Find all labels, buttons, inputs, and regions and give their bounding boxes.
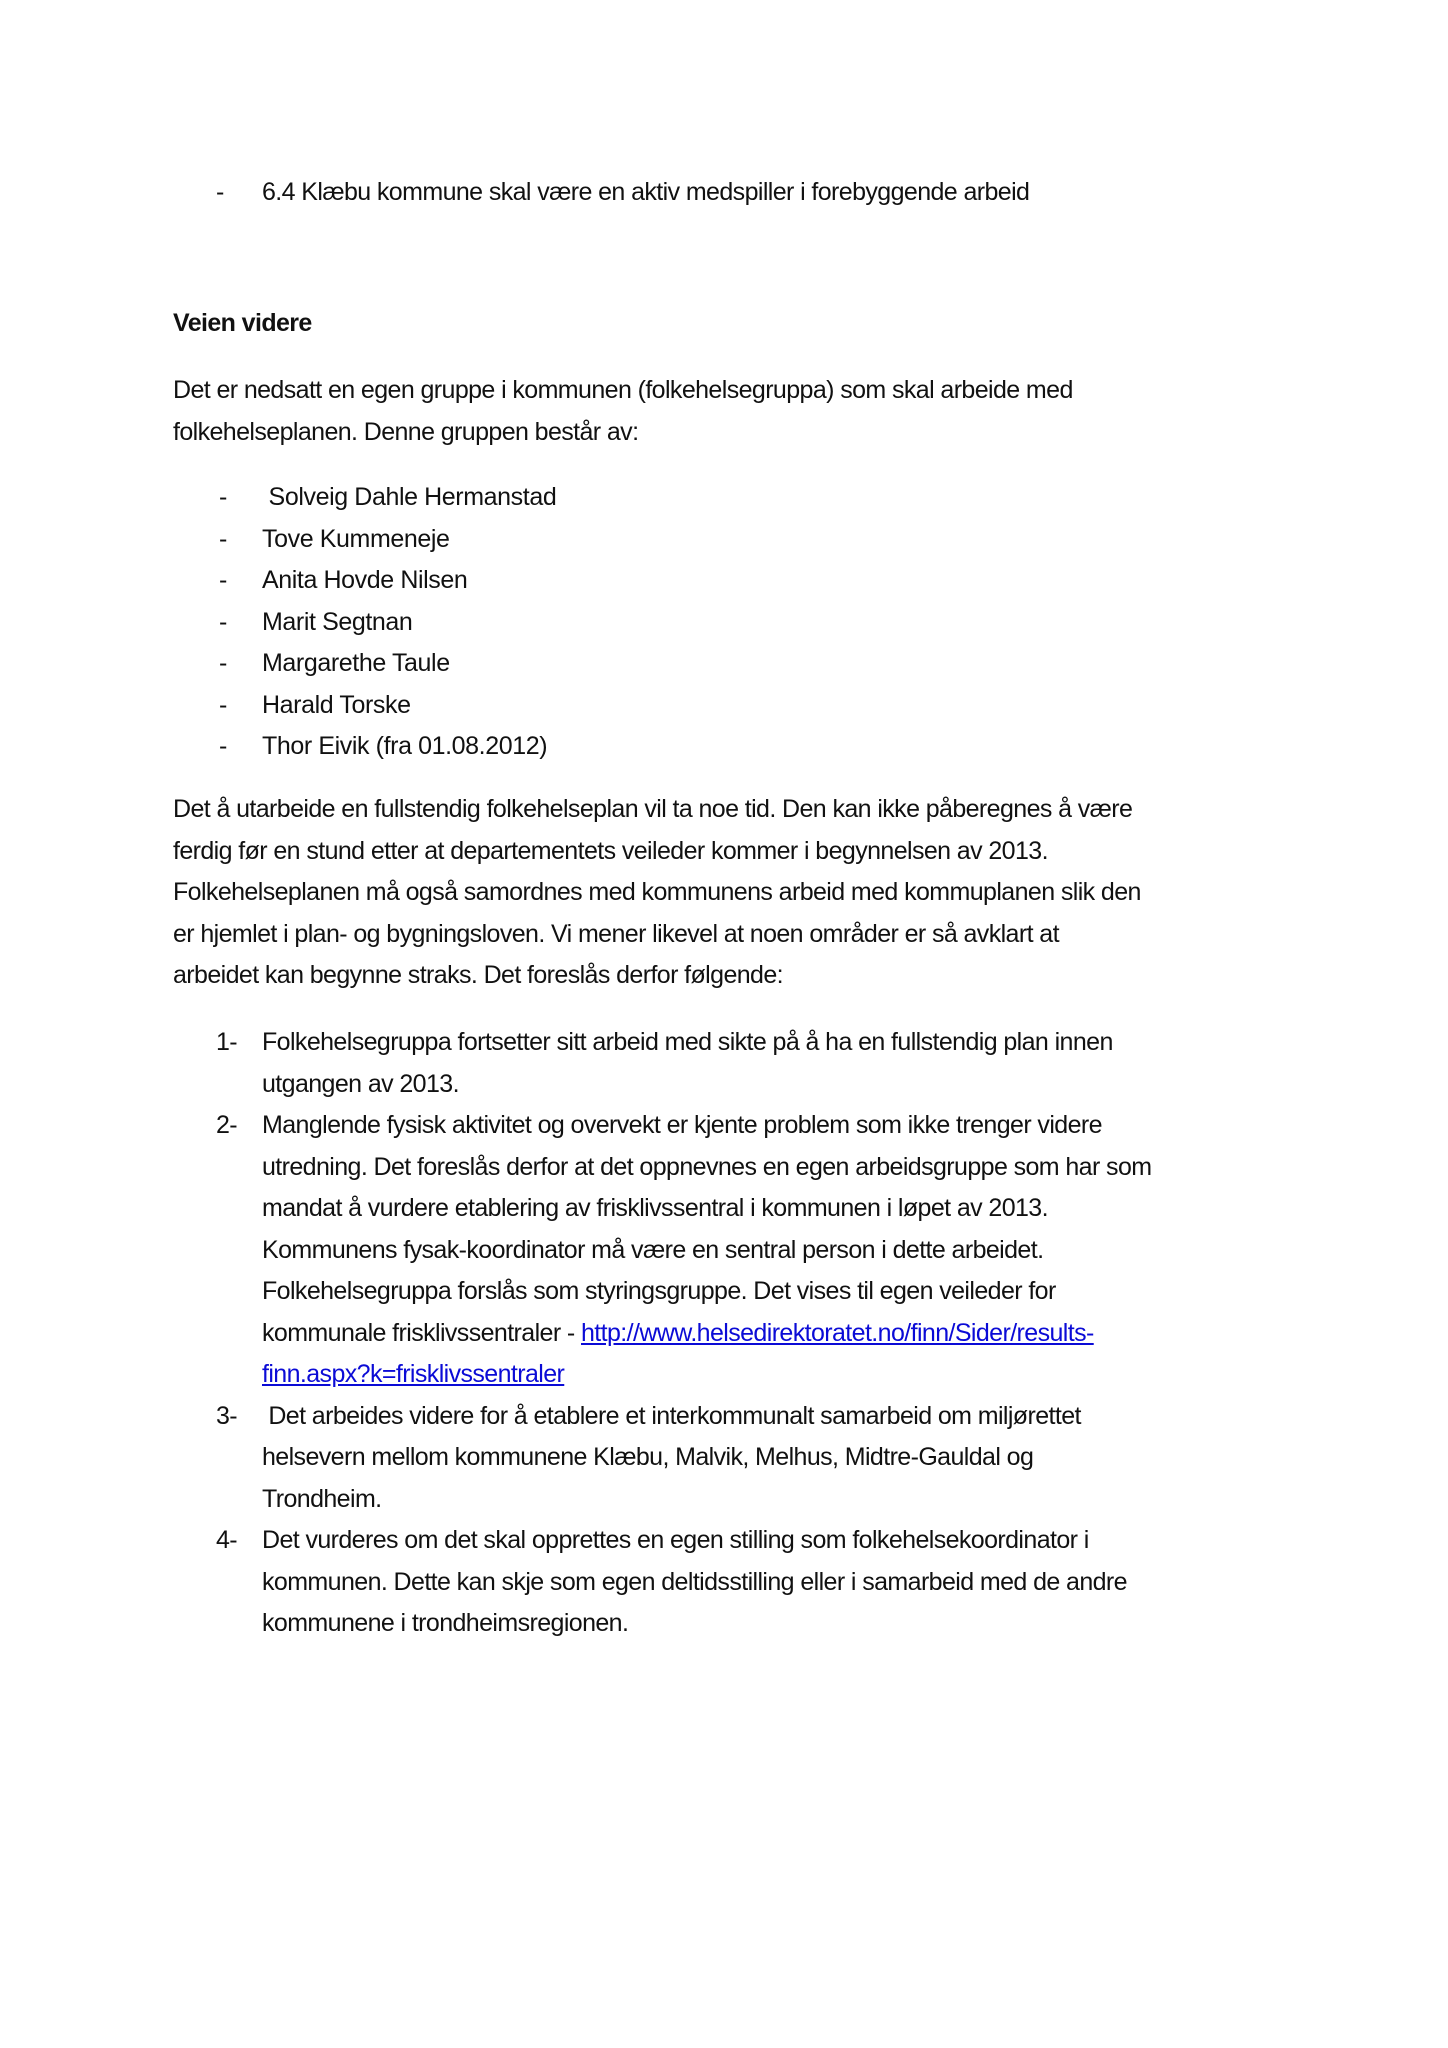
paragraph-line: ferdig før en stund etter at departementets veileder kommer i begynnelsen av 2013. xyxy=(173,836,1048,865)
main-paragraph xyxy=(173,789,1293,997)
proposal-item-4 xyxy=(173,1520,1303,1645)
proposal-item-3 xyxy=(173,1396,1303,1521)
intro-paragraph xyxy=(173,370,1293,453)
member-name: Anita Hovde Nilsen xyxy=(262,566,468,594)
member-item xyxy=(173,519,556,561)
item-number: 1- xyxy=(216,1028,238,1056)
proposal-item-2 xyxy=(173,1105,1303,1396)
member-name: Harald Torske xyxy=(262,690,411,719)
bullet-dash: - xyxy=(219,732,227,760)
bullet-dash: - xyxy=(219,566,227,594)
member-item xyxy=(173,726,556,768)
bullet-dash: - xyxy=(219,649,227,677)
frisklivssentraler-link[interactable]: http://www.helsedirektoratet.no/finn/Sider/results- xyxy=(581,1318,1094,1347)
member-item xyxy=(173,477,556,519)
proposals-list xyxy=(173,1022,1303,1645)
item-number: 4- xyxy=(216,1526,238,1554)
paragraph-line: er hjemlet i plan- og bygningsloven. Vi mener likevel at noen områder er så avklart at xyxy=(173,919,1059,948)
intro-line: Det er nedsatt en egen gruppe i kommunen (folkehelsegruppa) som skal arbeide med xyxy=(173,376,1073,404)
members-list xyxy=(173,477,556,768)
proposal-line: Manglende fysisk aktivitet og overvekt er kjente problem som ikke trenger videre xyxy=(262,1111,1102,1139)
proposal-line: Folkehelsegruppa fortsetter sitt arbeid med sikte på å ha en fullstendig plan innen xyxy=(262,1028,1113,1056)
proposal-line-text: kommunale frisklivssentraler - xyxy=(262,1318,581,1347)
proposal-line: Det arbeides videre for å etablere et interkommunalt samarbeid om miljørettet xyxy=(262,1401,1081,1430)
proposal-line: kommunen. Dette kan skje som egen deltidsstilling eller i samarbeid med de andre xyxy=(262,1567,1127,1596)
bullet-dash: - xyxy=(219,483,227,511)
bullet-dash: - xyxy=(219,607,227,636)
proposal-item-1 xyxy=(173,1022,1303,1105)
member-item xyxy=(173,602,556,644)
section-heading: Veien videre xyxy=(173,309,312,337)
paragraph-line: arbeidet kan begynne straks. Det foreslås derfor følgende: xyxy=(173,961,784,989)
member-name: Marit Segtnan xyxy=(262,607,413,636)
item-number: 2- xyxy=(216,1111,238,1139)
bullet-dash: - xyxy=(219,690,227,719)
member-name: Tove Kummeneje xyxy=(262,524,450,553)
proposal-line: utredning. Det foreslås derfor at det oppnevnes en egen arbeidsgruppe som har som xyxy=(262,1152,1152,1181)
proposal-line: Folkehelsegruppa forslås som styringsgruppe. Det vises til egen veileder for xyxy=(262,1277,1056,1305)
frisklivssentraler-link-continued[interactable]: finn.aspx?k=frisklivssentraler xyxy=(262,1360,565,1388)
member-name: Thor Eivik (fra 01.08.2012) xyxy=(262,732,548,760)
bullet-dash: - xyxy=(219,524,227,553)
member-name: Solveig Dahle Hermanstad xyxy=(262,483,557,511)
intro-line: folkehelseplanen. Denne gruppen består av: xyxy=(173,417,639,446)
item-number: 3- xyxy=(216,1401,238,1430)
proposal-line xyxy=(262,1313,1303,1355)
member-item xyxy=(173,685,556,727)
proposal-line xyxy=(262,1354,1303,1396)
top-bullet-text: 6.4 Klæbu kommune skal være en aktiv medspiller i forebyggende arbeid xyxy=(262,178,1030,206)
proposal-line: Trondheim. xyxy=(262,1484,382,1513)
proposal-line: utgangen av 2013. xyxy=(262,1069,459,1098)
paragraph-line: Folkehelseplanen må også samordnes med kommunens arbeid med kommuplanen slik den xyxy=(173,878,1141,906)
proposal-line: kommunene i trondheimsregionen. xyxy=(262,1609,629,1637)
proposal-line: Kommunens fysak-koordinator må være en sentral person i dette arbeidet. xyxy=(262,1235,1044,1264)
proposal-line: Det vurderes om det skal opprettes en egen stilling som folkehelsekoordinator i xyxy=(262,1526,1089,1554)
paragraph-line: Det å utarbeide en fullstendig folkehelseplan vil ta noe tid. Den kan ikke påberegnes å være xyxy=(173,795,1133,823)
proposal-line: helsevern mellom kommunene Klæbu, Malvik, Melhus, Midtre-Gauldal og xyxy=(262,1443,1034,1471)
bullet-dash: - xyxy=(216,178,225,206)
proposal-line: mandat å vurdere etablering av frisklivssentral i kommunen i løpet av 2013. xyxy=(262,1194,1048,1222)
member-item xyxy=(173,643,556,685)
member-name: Margarethe Taule xyxy=(262,649,450,677)
member-item xyxy=(173,560,556,602)
